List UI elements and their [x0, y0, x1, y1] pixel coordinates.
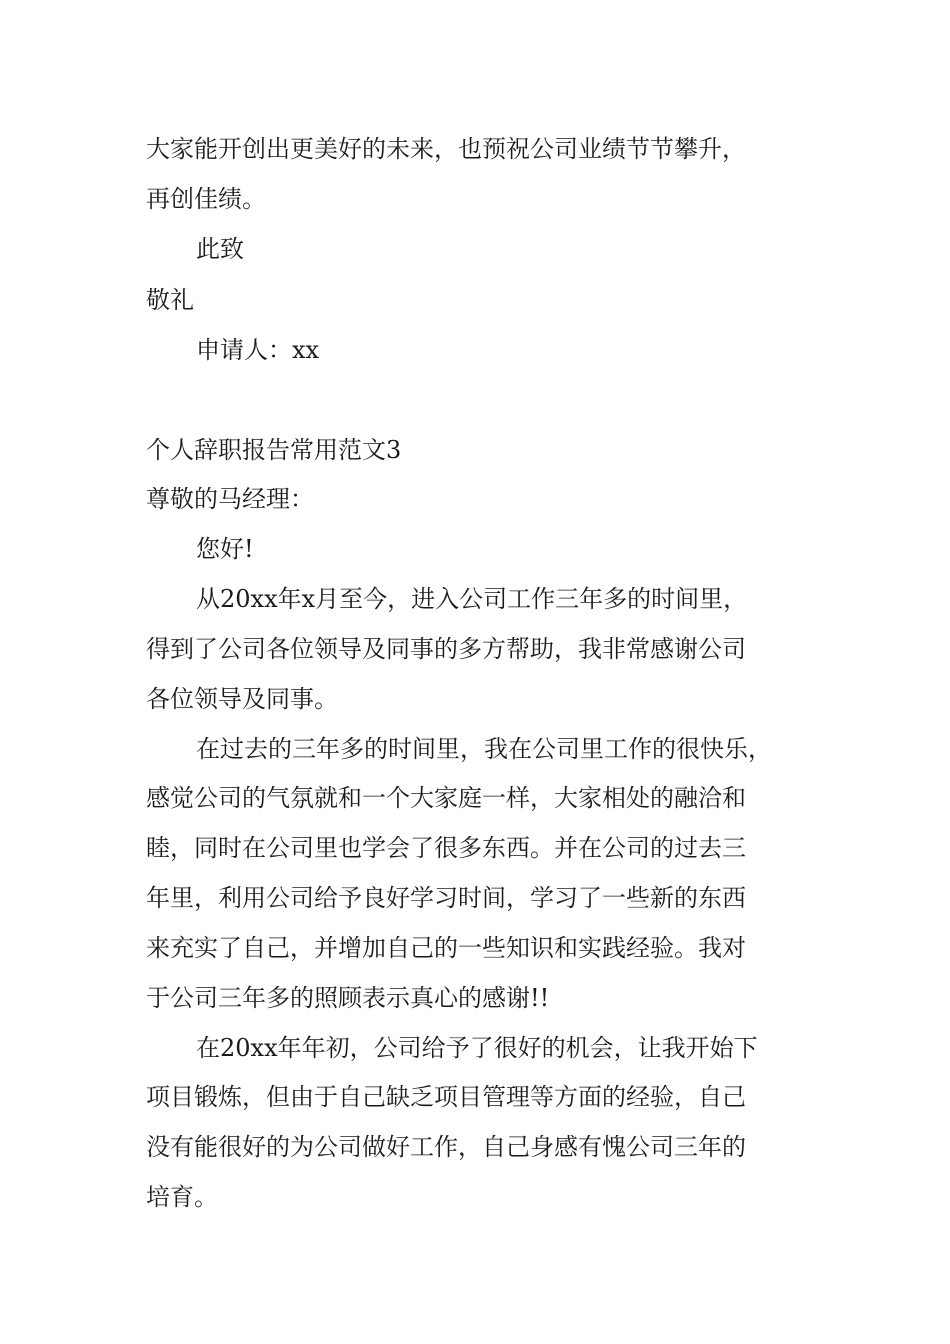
- paragraph-3-line-3: 没有能很好的为公司做好工作，自己身感有愧公司三年的: [146, 1133, 746, 1161]
- paragraph-3-line-4: 培育。: [146, 1183, 218, 1211]
- paragraph-2-line-6: 于公司三年多的照顾表示真心的感谢!!: [146, 984, 550, 1012]
- salutation-cizhi: 此致: [196, 235, 244, 263]
- greeting: 您好!: [196, 535, 254, 563]
- paragraph-2-line-3: 睦，同时在公司里也学会了很多东西。并在公司的过去三: [146, 834, 746, 862]
- paragraph-3-line-2: 项目锻炼，但由于自己缺乏项目管理等方面的经验，自己: [146, 1083, 746, 1111]
- salutation-jingli: 敬礼: [146, 286, 194, 314]
- paragraph-1-line-3: 各位领导及同事。: [146, 685, 338, 713]
- paragraph-2-line-2: 感觉公司的气氛就和一个大家庭一样，大家相处的融洽和: [146, 784, 746, 812]
- closing-line-2: 再创佳绩。: [146, 185, 266, 213]
- paragraph-1-line-2: 得到了公司各位领导及同事的多方帮助，我非常感谢公司: [146, 635, 746, 663]
- paragraph-1-line-1: 从20xx年x月至今，进入公司工作三年多的时间里，: [196, 585, 748, 613]
- signature: 申请人：xx: [196, 336, 320, 364]
- addressee: 尊敬的马经理：: [146, 485, 314, 513]
- paragraph-2-line-1: 在过去的三年多的时间里，我在公司里工作的很快乐，: [196, 735, 772, 763]
- paragraph-2-line-4: 年里，利用公司给予良好学习时间，学习了一些新的东西: [146, 884, 746, 912]
- paragraph-2-line-5: 来充实了自己，并增加自己的一些知识和实践经验。我对: [146, 934, 746, 962]
- paragraph-3-line-1: 在20xx年年初，公司给予了很好的机会，让我开始下: [196, 1034, 758, 1062]
- closing-line-1: 大家能开创出更美好的未来，也预祝公司业绩节节攀升，: [146, 135, 746, 163]
- section-title: 个人辞职报告常用范文3: [146, 436, 402, 464]
